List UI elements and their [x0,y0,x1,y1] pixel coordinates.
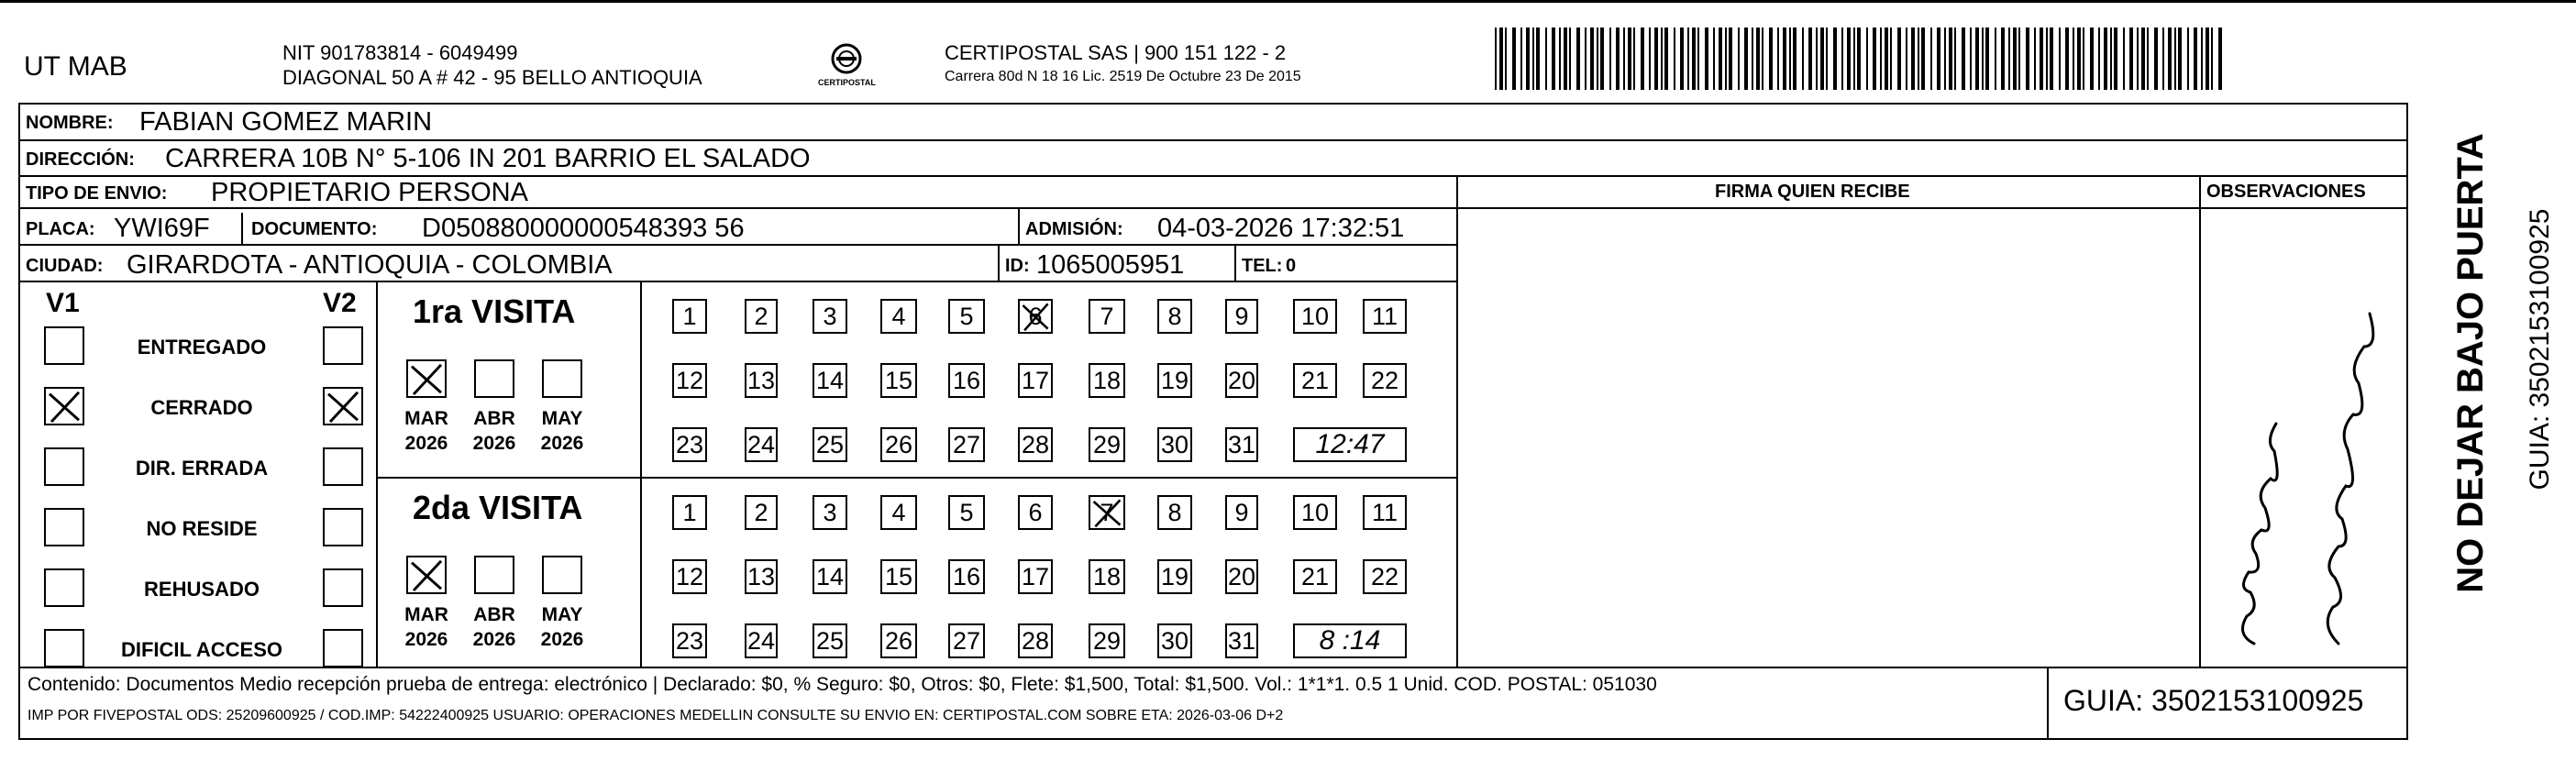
day-box[interactable]: 6 [1018,299,1053,334]
firma-label: FIRMA QUIEN RECIBE [1715,182,1910,202]
barcode-bar [2211,28,2213,90]
col-ciudad-id [998,244,1000,281]
direccion-label: DIRECCIÓN: [26,149,135,170]
month-name: MAR [404,604,448,625]
month-year: 2026 [540,629,584,650]
barcode-bar [1495,28,1497,90]
barcode-bar [1808,28,1812,90]
day-box[interactable]: 23 [672,427,707,462]
day-box[interactable]: 26 [880,623,917,658]
barcode-bar [1674,28,1675,90]
barcode-bar [1616,28,1620,90]
barcode-bar [2194,28,2197,90]
barcode-bar [2114,28,2117,90]
rule-nombre [18,139,2408,141]
barcode-bar [1680,28,1684,90]
day-box[interactable]: 25 [813,623,847,658]
barcode-bar [1628,28,1631,90]
status-v2-checkbox[interactable] [323,387,363,425]
barcode-bar [1725,28,1727,90]
day-box[interactable]: 1 [672,495,707,530]
day-box[interactable]: 31 [1225,623,1258,658]
day-box[interactable]: 24 [745,623,778,658]
barcode-bar [1520,28,1522,90]
day-box[interactable]: 16 [948,559,985,594]
barcode-bar [2013,28,2017,90]
month-year: 2026 [540,433,584,454]
barcode-bar [1880,28,1882,90]
day-box[interactable]: 5 [948,495,985,530]
day-box[interactable]: 7 [1089,495,1125,530]
day-box[interactable]: 27 [948,427,985,462]
day-box[interactable]: 13 [745,363,778,398]
time-box[interactable]: 12:47 [1293,427,1407,462]
barcode-bar [1937,28,1940,90]
visit-title: 1ra VISITA [413,292,576,330]
placa-doc-divider [241,213,243,244]
barcode-bar [1654,28,1658,90]
barcode-bar [1623,28,1625,90]
month-name: MAR [404,408,448,429]
barcode-bar [1793,28,1797,90]
tipo-envio-value: PROPIETARIO PERSONA [211,178,528,207]
barcode-bar [1585,28,1587,90]
barcode-bar [1783,28,1786,90]
day-box[interactable]: 6 [1018,495,1053,530]
barcode-bar [2137,28,2139,90]
no-dejar-bajo-puerta: NO DEJAR BAJO PUERTA [2450,133,2491,593]
footer-imp: IMP POR FIVEPOSTAL ODS: 25209600925 / COD.IMP: 54222400925 USUARIO: OPERACIONES MEDELLIN CONSULTE SU ENVIO EN: CERTIPOSTAL.COM SOBRE ETA: 2026-03-06 D+2 [28,708,1284,723]
day-box[interactable]: 22 [1363,363,1407,398]
barcode-bar [1738,28,1740,90]
direccion-value: CARRERA 10B N° 5-106 IN 201 BARRIO EL SALADO [165,144,811,173]
id-value: 1065005951 [1036,250,1185,280]
barcode-bar [1633,28,1635,90]
day-box[interactable]: 19 [1157,559,1192,594]
check-mark-icon [46,389,83,424]
admision-label: ADMISIÓN: [1025,219,1123,239]
barcode-bar [2090,28,2094,90]
barcode-bar [1897,28,1901,90]
barcode-bar [1713,28,1715,90]
month-checkbox[interactable] [406,556,447,594]
rule-ciudad [18,281,1456,282]
month-name: MAY [541,408,583,429]
status-v1-checkbox[interactable] [44,387,84,425]
barcode-bar [1697,28,1699,90]
day-box[interactable]: 25 [813,427,847,462]
nombre-label: NOMBRE: [26,113,114,133]
barcode-bar [1705,28,1708,90]
day-box[interactable]: 28 [1018,427,1053,462]
day-box[interactable]: 8 [1157,495,1192,530]
documento-label: DOCUMENTO: [251,219,378,239]
barcode-bar [2201,28,2203,90]
barcode-bar [1597,28,1598,90]
barcode-bar [1505,28,1507,90]
day-box[interactable]: 5 [948,299,985,334]
rule-visit-split [376,477,1456,479]
barcode-bar [1906,28,1907,90]
barcode-bar [1564,28,1567,90]
barcode-bar [2154,28,2158,90]
barcode-bar [1692,28,1696,90]
ciudad-value: GIRARDOTA - ANTIOQUIA - COLOMBIA [127,250,613,280]
day-box[interactable]: 8 [1157,299,1192,334]
day-box[interactable]: 14 [813,559,847,594]
barcode-bar [2168,28,2172,90]
barcode-bar [1921,28,1925,90]
barcode-bar [1789,28,1791,90]
day-box[interactable]: 29 [1089,623,1125,658]
day-box[interactable]: 3 [813,299,847,334]
barcode-bar [1975,28,1979,90]
barcode-bar [1911,28,1915,90]
check-mark-icon [1020,301,1051,332]
footer-guia: GUIA: 3502153100925 [2063,684,2364,717]
day-box[interactable]: 21 [1293,559,1337,594]
barcode-bar [1499,28,1503,90]
status-label: REHUSADO [144,578,260,601]
barcode-bar [1641,28,1644,90]
rule-placa [18,244,1456,246]
month-checkbox[interactable] [406,359,447,398]
day-box[interactable]: 14 [813,363,847,398]
check-mark-icon [325,389,361,424]
month-year: 2026 [404,629,448,650]
month-name: ABR [473,604,515,625]
v1-label: V1 [46,288,80,318]
certipostal-info: CERTIPOSTAL SAS | 900 151 122 - 2 [945,41,1287,64]
barcode-bar [1866,28,1868,90]
status-v1-checkbox[interactable] [44,326,84,365]
barcode-bar [1756,28,1760,90]
barcode-bar [1826,28,1828,90]
barcode-bar [1949,28,1952,90]
barcode-bar [1802,28,1804,90]
day-box[interactable]: 20 [1225,559,1258,594]
id-label: ID: [1005,256,1030,276]
day-box[interactable]: 7 [1089,299,1125,334]
barcode-bar [1918,28,1919,90]
barcode-bar [1954,28,1956,90]
day-box[interactable]: 10 [1293,495,1337,530]
barcode-bar [2050,28,2053,90]
day-box[interactable]: 9 [1225,495,1258,530]
visit-title: 2da VISITA [413,489,583,526]
status-label: DIFICIL ACCESO [120,638,282,661]
day-box[interactable]: 16 [948,363,985,398]
barcode-bar [1970,28,1972,90]
barcode-bar [1752,28,1753,90]
status-label: NO RESIDE [146,517,258,540]
col-sig-left [1456,175,1458,667]
rule-direccion [18,175,2408,177]
barcode-bar [1569,28,1571,90]
barcode-bar [2046,28,2048,90]
barcode-bar [1536,28,1540,90]
status-v2-checkbox[interactable] [323,568,363,607]
barcode-bar [1559,28,1561,90]
company-address: DIAGONAL 50 A # 42 - 95 BELLO ANTIOQUIA [282,66,702,89]
barcode-bar [1590,28,1594,90]
col-month-day [640,281,642,667]
barcode-bar [2018,28,2020,90]
barcode-bar [2110,28,2112,90]
side-text-block [2417,108,2555,649]
barcode-bar [1769,28,1773,90]
barcode-bar [1982,28,1984,90]
placa-label: PLACA: [26,219,95,239]
day-box[interactable]: 1 [672,299,707,334]
certipostal-license: Carrera 80d N 18 16 Lic. 2519 De Octubre 23 De 2015 [945,69,1301,84]
nombre-value: FABIAN GOMEZ MARIN [139,107,433,137]
barcode-bar [2129,28,2133,90]
guia-side: GUIA: 3502153100925 [2525,208,2555,491]
month-checkbox[interactable] [542,556,582,594]
barcode-bar [1985,28,1989,90]
barcode-bar [2187,28,2189,90]
day-box[interactable]: 13 [745,559,778,594]
barcode-bar [1744,28,1748,90]
observaciones-label: OBSERVACIONES [2206,182,2366,202]
tipo-envio-label: TIPO DE ENVIO: [26,183,168,204]
barcode-bar [1762,28,1763,90]
day-box[interactable]: 18 [1089,559,1125,594]
barcode-bar [1600,28,1604,90]
barcode-bar [1664,28,1668,90]
status-v2-checkbox[interactable] [323,508,363,546]
check-mark-icon [408,361,445,396]
col-placa-admision [1018,207,1020,244]
day-box[interactable]: 10 [1293,299,1337,334]
day-box[interactable]: 21 [1293,363,1337,398]
company-nit: NIT 901783814 - 6049499 [282,41,518,64]
handwritten-note-text: vieja negra puerta de casa [2201,213,2212,214]
barcode-bar [1873,28,1876,90]
ciudad-label: CIUDAD: [26,256,104,276]
status-v2-checkbox[interactable] [323,629,363,667]
barcode-bar [1777,28,1779,90]
status-v1-checkbox[interactable] [44,568,84,607]
barcode-bar [1545,28,1547,90]
barcode-bar [1885,28,1888,90]
check-mark-icon [1090,497,1123,528]
day-box[interactable]: 15 [880,363,917,398]
day-box[interactable]: 29 [1089,427,1125,462]
barcode-bar [1890,28,1892,90]
barcode-bar [1847,28,1851,90]
day-box[interactable]: 2 [745,495,778,530]
barcode-bar [1649,28,1651,90]
barcode [1495,28,2228,92]
col-status-visit [376,281,378,667]
barcode-bar [2077,28,2081,90]
barcode-bar [1820,28,1824,90]
day-box[interactable]: 20 [1225,363,1258,398]
barcode-bar [2178,28,2182,90]
day-box[interactable]: 22 [1363,559,1407,594]
certipostal-logo [814,40,879,94]
barcode-bar [2059,28,2061,90]
day-box[interactable]: 17 [1018,363,1053,398]
barcode-bar [2083,28,2084,90]
barcode-bar [2174,28,2176,90]
day-box[interactable]: 12 [672,363,707,398]
barcode-bar [1995,28,1996,90]
status-label: ENTREGADO [137,336,267,358]
barcode-bar [2123,28,2125,90]
status-label: CERRADO [150,396,253,419]
v2-label: V2 [323,288,357,318]
month-checkbox[interactable] [474,359,514,398]
barcode-bar [2141,28,2145,90]
placa-value: YWI69F [114,214,210,243]
footer-contenido: Contenido: Documentos Medio recepción prueba de entrega: electrónico | Declarado: $0, % Seguro: $0, Otros: $0, Flete: $1,500, Total: $1,500. Vol.: 1*1*1. 0.5 1 Unid. COD. POSTAL: 051030 [28,674,1657,695]
day-box[interactable]: 26 [880,427,917,462]
day-box[interactable]: 30 [1157,427,1192,462]
time-box[interactable]: 8 :14 [1293,623,1407,658]
status-v2-checkbox[interactable] [323,326,363,365]
barcode-bar [1816,28,1818,90]
col-id-tel [1234,244,1236,281]
day-box[interactable]: 23 [672,623,707,658]
rule-footer [18,667,2408,668]
day-box[interactable]: 4 [880,299,917,334]
barcode-bar [1833,28,1837,90]
day-box[interactable]: 28 [1018,623,1053,658]
barcode-bar [1962,28,1965,90]
status-v1-checkbox[interactable] [44,447,84,486]
day-box[interactable]: 18 [1089,363,1125,398]
barcode-bar [2040,28,2043,90]
month-checkbox[interactable] [474,556,514,594]
barcode-bar [1609,28,1611,90]
barcode-bar [1532,28,1534,90]
status-v1-checkbox[interactable] [44,629,84,667]
month-year: 2026 [472,433,516,454]
barcode-bar [1552,28,1555,90]
day-box[interactable]: 19 [1157,363,1192,398]
barcode-bar [1719,28,1722,90]
day-box[interactable]: 31 [1225,427,1258,462]
barcode-bar [2147,28,2149,90]
logo-text: CERTIPOSTAL [818,78,876,87]
documento-value: D050880000000548393 56 [422,214,745,243]
day-box[interactable]: 2 [745,299,778,334]
barcode-bar [1930,28,1932,90]
day-box[interactable]: 27 [948,623,985,658]
day-box[interactable]: 17 [1018,559,1053,594]
col-footer-guia [2047,667,2049,740]
top-rule [0,0,2576,3]
barcode-bar [1526,28,1530,90]
day-box[interactable]: 30 [1157,623,1192,658]
barcode-bar [1576,28,1580,90]
tel-value: 0 [1286,256,1297,276]
barcode-bar [1841,28,1843,90]
barcode-bar [2206,28,2209,90]
barcode-bar [1512,28,1516,90]
month-name: MAY [541,604,583,625]
month-checkbox[interactable] [542,359,582,398]
day-box[interactable]: 11 [1363,299,1407,334]
barcode-bar [2073,28,2074,90]
barcode-bar [2008,28,2010,90]
barcode-bar [1857,28,1861,90]
status-v1-checkbox[interactable] [44,508,84,546]
month-name: ABR [473,408,515,429]
barcode-bar [1944,28,1946,90]
barcode-bar [2218,28,2222,90]
day-box[interactable]: 3 [813,495,847,530]
day-box[interactable]: 15 [880,559,917,594]
barcode-bar [2104,28,2107,90]
barcode-bar [1661,28,1663,90]
day-box[interactable]: 4 [880,495,917,530]
status-label: DIR. ERRADA [135,457,269,480]
barcode-bar [2162,28,2164,90]
barcode-bar [1729,28,1732,90]
barcode-bar [2001,28,2005,90]
barcode-bar [2098,28,2100,90]
company-name: UT MAB [24,51,127,82]
barcode-bar [1687,28,1689,90]
rule-tipo [18,207,2408,209]
status-v2-checkbox[interactable] [323,447,363,486]
barcode-bar [2026,28,2029,90]
month-year: 2026 [404,433,448,454]
month-year: 2026 [472,629,516,650]
check-mark-icon [408,557,445,592]
barcode-bar [1853,28,1855,90]
tel-label: TEL: [1242,256,1283,276]
barcode-bar [2034,28,2036,90]
day-box[interactable]: 12 [672,559,707,594]
barcode-bar [2065,28,2069,90]
day-box[interactable]: 11 [1363,495,1407,530]
day-box[interactable]: 9 [1225,299,1258,334]
admision-value: 04-03-2026 17:32:51 [1157,214,1405,243]
handwritten-observation [2201,213,2403,664]
day-box[interactable]: 24 [745,427,778,462]
